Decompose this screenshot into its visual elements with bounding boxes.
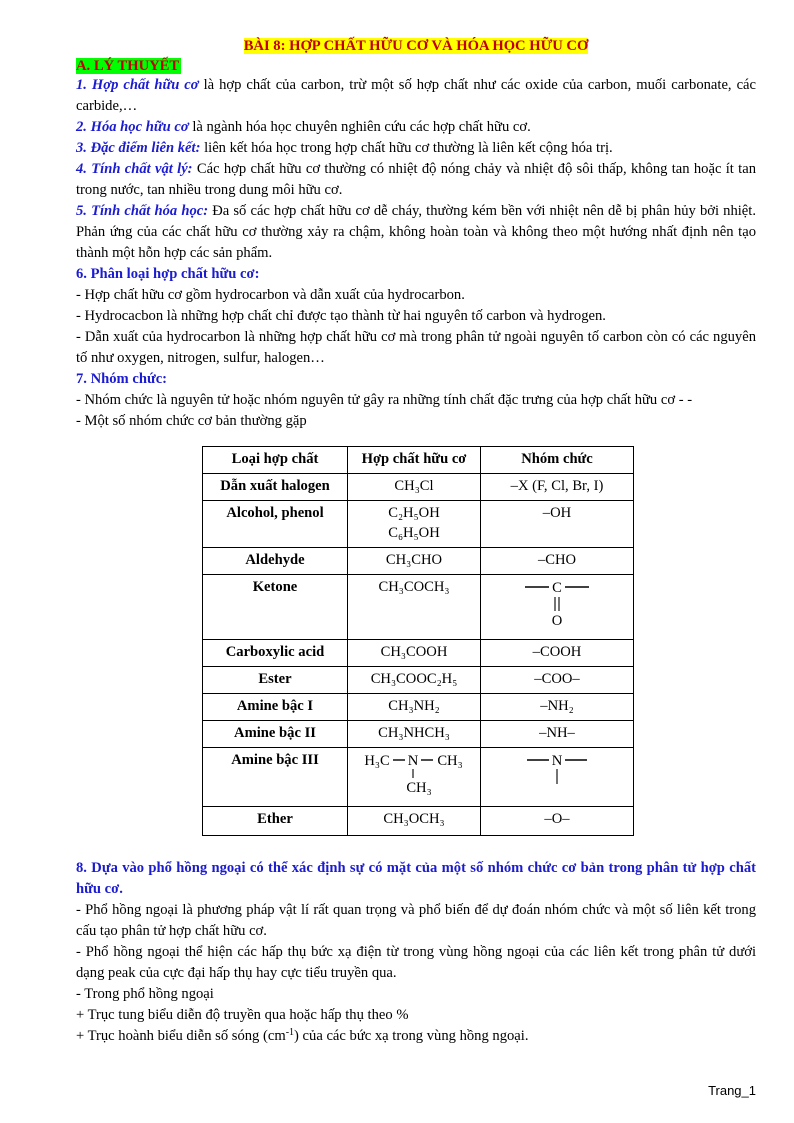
paragraph-4: 4. Tính chất vật lý: Các hợp chất hữu cơ thường có nhiệt độ nóng chảy và nhiệt độ sôi thấp, không tan hoặc ít tan trong nước, tan nhiều trong dung môi hữu cơ.	[76, 161, 756, 198]
paragraph-8-last-line: + Trục hoành biểu diễn số sóng $(cm^{-1})$ của các bức xạ trong vùng hồng ngoại.	[76, 1027, 529, 1044]
table-header: Hợp chất hữu cơ	[348, 447, 481, 474]
lesson-title: BÀI 8: HỢP CHẤT HỮU CƠ VÀ HÓA HỌC HỮU CƠ	[243, 38, 589, 54]
table-row	[203, 501, 634, 548]
ketone-oxygen: O	[551, 613, 563, 629]
paragraph-7-line: - Nhóm chức là nguyên tử hoặc nhóm nguyên tử gây ra những tính chất đặc trưng của hợp chất hữu cơ - -	[76, 392, 693, 408]
paragraph-8-line: - Trong phổ hồng ngoại	[76, 986, 214, 1002]
compound-type: Alcohol, phenol	[203, 501, 348, 548]
paragraph-6-heading: 6. Phân loại hợp chất hữu cơ:	[76, 266, 260, 282]
functional-group: –NH₂	[481, 694, 634, 721]
paragraph-5: 5. Tính chất hóa học: Đa số các hợp chất hữu cơ dễ cháy, thường kém bền với nhiệt nên dễ bị phân hủy bởi nhiệt. Phản ứng của các chất hữu cơ thường xảy ra chậm, không hoàn toàn và không theo một hướng nhất định nên tạo thành một hỗn hợp các sản phẩm.	[76, 203, 756, 261]
compound-type: Amine bậc III	[203, 748, 348, 807]
paragraph-6-line: - Hợp chất hữu cơ gồm hydrocarbon và dẫn xuất của hydrocarbon.	[76, 287, 465, 303]
compound-formula: C₂H₅OH C₆H₅OH	[348, 501, 481, 548]
table-row	[203, 548, 634, 575]
amine-group-nitrogen: N	[551, 753, 563, 769]
amine-bottom-group: CH₃	[406, 780, 432, 796]
section-a-heading: A. LÝ THUYẾT	[76, 58, 180, 74]
functional-group: –OH	[481, 501, 634, 548]
paragraph-7-line: - Một số nhóm chức cơ bản thường gặp	[76, 413, 307, 429]
ketone-carbon: C	[552, 580, 562, 596]
compound-formula: CH₃COOH	[348, 640, 481, 667]
table-header-row	[203, 447, 634, 474]
paragraph-2: 2. Hóa học hữu cơ là ngành hóa học chuyên nghiên cứu các hợp chất hữu cơ.	[76, 119, 531, 135]
compound-formula: CH₃Cl	[348, 474, 481, 501]
table-row	[203, 474, 634, 501]
functional-group: –COO–	[481, 667, 634, 694]
compound-formula: CH₃COCH₃	[348, 575, 481, 640]
table-header: Nhóm chức	[481, 447, 634, 474]
compound-formula: CH₃OCH₃	[348, 807, 481, 836]
paragraph-7-heading: 7. Nhóm chức:	[76, 371, 168, 387]
functional-group: –COOH	[481, 640, 634, 667]
functional-group	[481, 748, 634, 807]
compound-type: Amine bậc I	[203, 694, 348, 721]
paragraph-8-line: - Phổ hồng ngoại thể hiện các hấp thụ bức xạ điện từ trong vùng hồng ngoại của các liên kết trong phân tử dưới dạng peak của cực đại hấp thụ hay cực tiểu truyền qua.	[76, 944, 756, 981]
paragraph-1: 1. Hợp chất hữu cơ là hợp chất của carbon, trừ một số hợp chất như các oxide của carbon, muối carbonate, các carbide,…	[76, 77, 757, 114]
paragraph-6-line: - Hydrocacbon là những hợp chất chỉ được tạo thành từ hai nguyên tố carbon và hydrogen.	[76, 308, 606, 324]
compound-type: Amine bậc II	[203, 721, 348, 748]
table-row	[203, 667, 634, 694]
functional-group	[481, 575, 634, 640]
table-row	[203, 694, 634, 721]
compound-formula: CH₃CHO	[348, 548, 481, 575]
paragraph-8-heading: 8. Dựa vào phổ hồng ngoại có thể xác định sự có mặt của một số nhóm chức cơ bản trong phân tử hợp chất hữu cơ.	[76, 860, 756, 897]
amine-nitrogen: N	[407, 753, 419, 769]
compound-type: Aldehyde	[203, 548, 348, 575]
compound-formula: CH₃NH₂	[348, 694, 481, 721]
compound-type: Ether	[203, 807, 348, 836]
table-row	[203, 721, 634, 748]
compound-type: Ester	[203, 667, 348, 694]
paragraph-8-line: + Trục tung biểu diễn độ truyền qua hoặc hấp thụ theo %	[76, 1007, 409, 1023]
table-row	[203, 807, 634, 836]
page-number: Trang_1	[708, 1083, 756, 1098]
table-header: Loại hợp chất	[203, 447, 348, 474]
compound-type: Carboxylic acid	[203, 640, 348, 667]
functional-group: –NH–	[481, 721, 634, 748]
compound-type: Ketone	[203, 575, 348, 640]
table-row	[203, 640, 634, 667]
compound-type: Dẫn xuất halogen	[203, 474, 348, 501]
amine-left-group: H₃C	[364, 753, 390, 769]
table-row	[203, 748, 634, 807]
functional-group: –CHO	[481, 548, 634, 575]
functional-group: –X (F, Cl, Br, I)	[481, 474, 634, 501]
document-page	[76, 36, 756, 1047]
amine-right-group: CH₃	[437, 753, 463, 769]
table-row	[203, 575, 634, 640]
functional-group-table	[202, 446, 634, 836]
functional-group: –O–	[481, 807, 634, 836]
compound-formula: CH₃NHCH₃	[348, 721, 481, 748]
amine-group-structure	[517, 750, 597, 790]
tertiary-amine-structure	[359, 750, 469, 796]
paragraph-8-line: - Phổ hồng ngoại là phương pháp vật lí rất quan trọng và phổ biến để dự đoán nhóm chức và một số liên kết trong cấu tạo phân tử hợp chất hữu cơ.	[76, 902, 756, 939]
paragraph-6-line: - Dẫn xuất của hydrocarbon là những hợp chất hữu cơ mà trong phân tử ngoài nguyên tố carbon còn có các nguyên tố như oxygen, nitrogen, sulfur, halogen…	[76, 329, 756, 366]
ketone-group-structure	[517, 577, 597, 629]
paragraph-3: 3. Đặc điểm liên kết: liên kết hóa học trong hợp chất hữu cơ thường là liên kết cộng hóa trị.	[76, 140, 613, 156]
compound-formula: CH₃COOC₂H₅	[348, 667, 481, 694]
compound-formula	[348, 748, 481, 807]
